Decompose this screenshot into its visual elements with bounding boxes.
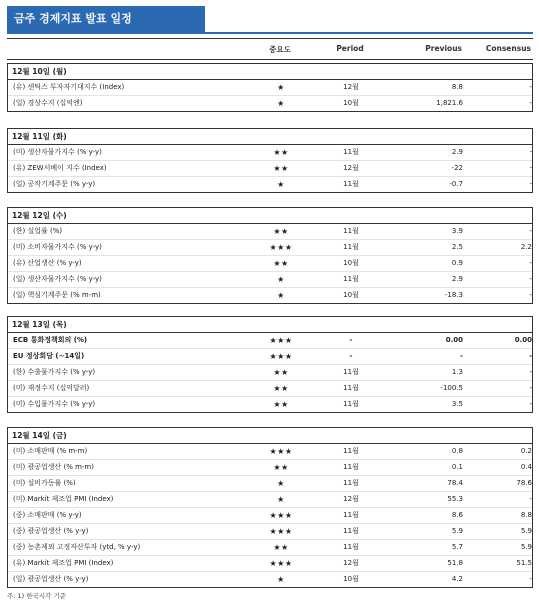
- previous-value: 55.3: [447, 495, 463, 503]
- consensus-value: 51.5: [516, 559, 532, 567]
- indicator-name: (중) 소매판매 (% y-y): [13, 511, 82, 519]
- period-value: 11월: [343, 384, 359, 392]
- importance-stars: ★: [277, 495, 285, 504]
- importance-stars: ★★: [273, 259, 289, 268]
- period-value: 11월: [343, 527, 359, 535]
- previous-value: 3.9: [451, 227, 463, 235]
- table-row: [8, 556, 532, 572]
- period-value: 12월: [343, 164, 359, 172]
- indicator-name: (유) 산업생산 (% y-y): [13, 259, 82, 267]
- importance-stars: ★: [277, 180, 285, 189]
- previous-value: 0.00: [445, 336, 463, 344]
- header-importance: 중요도: [269, 45, 291, 54]
- previous-value: 5.9: [451, 527, 463, 535]
- section-date: 12월 10일 (월): [8, 64, 532, 80]
- indicator-name: (미) 수입물가지수 (% y-y): [13, 400, 96, 408]
- consensus-value: -: [529, 368, 532, 376]
- indicator-name: (유) 센틱스 투자자기대지수 (Index): [13, 83, 125, 91]
- importance-stars: ★: [277, 479, 285, 488]
- table-row: [8, 96, 532, 111]
- previous-value: -: [460, 352, 463, 360]
- period-value: 11월: [343, 368, 359, 376]
- table-row: [8, 161, 532, 177]
- indicator-name: (유) Markit 제조업 PMI (Index): [13, 559, 114, 567]
- consensus-value: -: [529, 180, 532, 188]
- section-date: 12월 14일 (금): [8, 428, 532, 444]
- importance-stars: ★★★: [269, 447, 293, 456]
- table-row: [8, 460, 532, 476]
- indicator-name: (일) 경상수지 (십억엔): [13, 99, 83, 107]
- table-row: [8, 80, 532, 96]
- consensus-value: -: [529, 400, 532, 408]
- table-row: [8, 349, 532, 365]
- table-header: [7, 38, 533, 60]
- table-row: [8, 381, 532, 397]
- importance-stars: ★★: [273, 543, 289, 552]
- consensus-value: -: [529, 575, 532, 583]
- table-row: [8, 177, 532, 192]
- consensus-value: -: [529, 148, 532, 156]
- previous-value: 4.2: [451, 575, 463, 583]
- importance-stars: ★★: [273, 148, 289, 157]
- period-value: 11월: [343, 479, 359, 487]
- table-row: [8, 540, 532, 556]
- previous-value: 3.5: [451, 400, 463, 408]
- section-date: 12월 12일 (수): [8, 208, 532, 224]
- importance-stars: ★★★: [269, 559, 293, 568]
- section-date: 12월 13일 (목): [8, 317, 532, 333]
- importance-stars: ★★: [273, 463, 289, 472]
- previous-value: -0.7: [449, 180, 463, 188]
- previous-value: -100.5: [440, 384, 463, 392]
- previous-value: 5.7: [451, 543, 463, 551]
- consensus-value: -: [529, 275, 532, 283]
- consensus-value: 2.2: [520, 243, 532, 251]
- table-row: [8, 256, 532, 272]
- indicator-name: (일) 광공업생산 (% y-y): [13, 575, 89, 583]
- importance-stars: ★★★: [269, 511, 293, 520]
- consensus-value: -: [529, 291, 532, 299]
- period-value: 12월: [343, 559, 359, 567]
- table-row: [8, 272, 532, 288]
- table-row: [8, 572, 532, 587]
- table-row: [8, 365, 532, 381]
- indicator-name: (미) 설비가동률 (%): [13, 479, 76, 487]
- indicator-name: (한) 실업률 (%): [13, 227, 63, 235]
- consensus-value: -: [529, 83, 532, 91]
- table-row: [8, 333, 532, 349]
- importance-stars: ★★: [273, 227, 289, 236]
- importance-stars: ★★: [273, 384, 289, 393]
- consensus-value: -: [529, 99, 532, 107]
- indicator-name: ECB 통화정책회의 (%): [13, 336, 88, 344]
- header-consensus: Consensus: [485, 44, 531, 53]
- period-value: -: [349, 336, 353, 344]
- day-section: [7, 316, 533, 413]
- consensus-value: -: [529, 495, 532, 503]
- previous-value: 1,821.6: [436, 99, 463, 107]
- header-period: Period: [336, 44, 364, 53]
- previous-value: -22: [451, 164, 463, 172]
- indicator-name: (미) 재정수지 (십억달러): [13, 384, 90, 392]
- importance-stars: ★: [277, 275, 285, 284]
- indicator-name: (한) 수출물가지수 (% y-y): [13, 368, 96, 376]
- previous-value: 51.8: [447, 559, 463, 567]
- previous-value: 2.9: [451, 148, 463, 156]
- header-previous: Previous: [425, 44, 462, 53]
- consensus-value: -: [529, 164, 532, 172]
- table-row: [8, 224, 532, 240]
- previous-value: -18.3: [444, 291, 463, 299]
- indicator-name: (미) 광공업생산 (% m-m): [13, 463, 94, 471]
- table-row: [8, 145, 532, 161]
- previous-value: 1.3: [451, 368, 463, 376]
- importance-stars: ★: [277, 99, 285, 108]
- day-section: [7, 128, 533, 193]
- title-underline: [7, 32, 533, 34]
- importance-stars: ★★★: [269, 352, 293, 361]
- section-date: 12월 11일 (화): [8, 129, 532, 145]
- indicator-name: EU 정상회담 (~14일): [13, 352, 85, 360]
- previous-value: 0.1: [451, 463, 463, 471]
- period-value: 12월: [343, 495, 359, 503]
- importance-stars: ★★: [273, 368, 289, 377]
- importance-stars: ★★★: [269, 243, 293, 252]
- importance-stars: ★★★: [269, 336, 293, 345]
- period-value: 10월: [343, 259, 359, 267]
- period-value: 10월: [343, 99, 359, 107]
- period-value: 11월: [343, 511, 359, 519]
- indicator-name: (미) 생산자물가지수 (% y-y): [13, 148, 102, 156]
- footnote: 주: 1) 한국시각 기준: [7, 592, 67, 600]
- consensus-value: 0.4: [520, 463, 532, 471]
- consensus-value: 0.00: [514, 336, 532, 344]
- importance-stars: ★★: [273, 400, 289, 409]
- period-value: 10월: [343, 575, 359, 583]
- indicator-name: (유) ZEW서베이 지수 (Index): [13, 164, 107, 172]
- importance-stars: ★: [277, 575, 285, 584]
- indicator-name: (미) 소비자물가지수 (% y-y): [13, 243, 102, 251]
- period-value: 11월: [343, 543, 359, 551]
- previous-value: 8.8: [451, 83, 463, 91]
- indicator-name: (미) Markit 제조업 PMI (Index): [13, 495, 114, 503]
- period-value: 11월: [343, 400, 359, 408]
- period-value: -: [349, 352, 353, 360]
- table-row: [8, 524, 532, 540]
- period-value: 11월: [343, 243, 359, 251]
- consensus-value: 78.6: [516, 479, 532, 487]
- indicator-name: (일) 핵심기계주문 (% m-m): [13, 291, 101, 299]
- table-row: [8, 476, 532, 492]
- period-value: 11월: [343, 180, 359, 188]
- importance-stars: ★★: [273, 164, 289, 173]
- indicator-name: (일) 공작기계주문 (% y-y): [13, 180, 96, 188]
- period-value: 11월: [343, 227, 359, 235]
- table-row: [8, 508, 532, 524]
- table-row: [8, 288, 532, 303]
- consensus-value: -: [529, 384, 532, 392]
- previous-value: 0.8: [451, 447, 463, 455]
- importance-stars: ★: [277, 83, 285, 92]
- period-value: 11월: [343, 447, 359, 455]
- table-row: [8, 444, 532, 460]
- consensus-value: -: [529, 352, 532, 360]
- consensus-value: 5.9: [520, 543, 532, 551]
- indicator-name: (일) 생산자물가지수 (% y-y): [13, 275, 102, 283]
- period-value: 10월: [343, 291, 359, 299]
- previous-value: 2.9: [451, 275, 463, 283]
- period-value: 12월: [343, 83, 359, 91]
- consensus-value: -: [529, 227, 532, 235]
- previous-value: 78.4: [447, 479, 463, 487]
- period-value: 11월: [343, 148, 359, 156]
- table-row: [8, 397, 532, 412]
- period-value: 11월: [343, 463, 359, 471]
- consensus-value: 5.9: [520, 527, 532, 535]
- indicator-name: (중) 농촌제외 고정자산투자 (ytd, % y-y): [13, 543, 141, 551]
- day-section: [7, 207, 533, 304]
- table-row: [8, 240, 532, 256]
- consensus-value: 8.8: [520, 511, 532, 519]
- consensus-value: -: [529, 259, 532, 267]
- day-section: [7, 427, 533, 588]
- importance-stars: ★★★: [269, 527, 293, 536]
- consensus-value: 0.2: [520, 447, 532, 455]
- previous-value: 8.6: [451, 511, 463, 519]
- indicator-name: (미) 소매판매 (% m-m): [13, 447, 88, 455]
- importance-stars: ★: [277, 291, 285, 300]
- previous-value: 2.5: [451, 243, 463, 251]
- period-value: 11월: [343, 275, 359, 283]
- indicator-name: (중) 광공업생산 (% y-y): [13, 527, 89, 535]
- page-title: 금주 경제지표 발표 일정: [7, 6, 205, 32]
- table-row: [8, 492, 532, 508]
- day-section: [7, 63, 533, 112]
- previous-value: 0.9: [451, 259, 463, 267]
